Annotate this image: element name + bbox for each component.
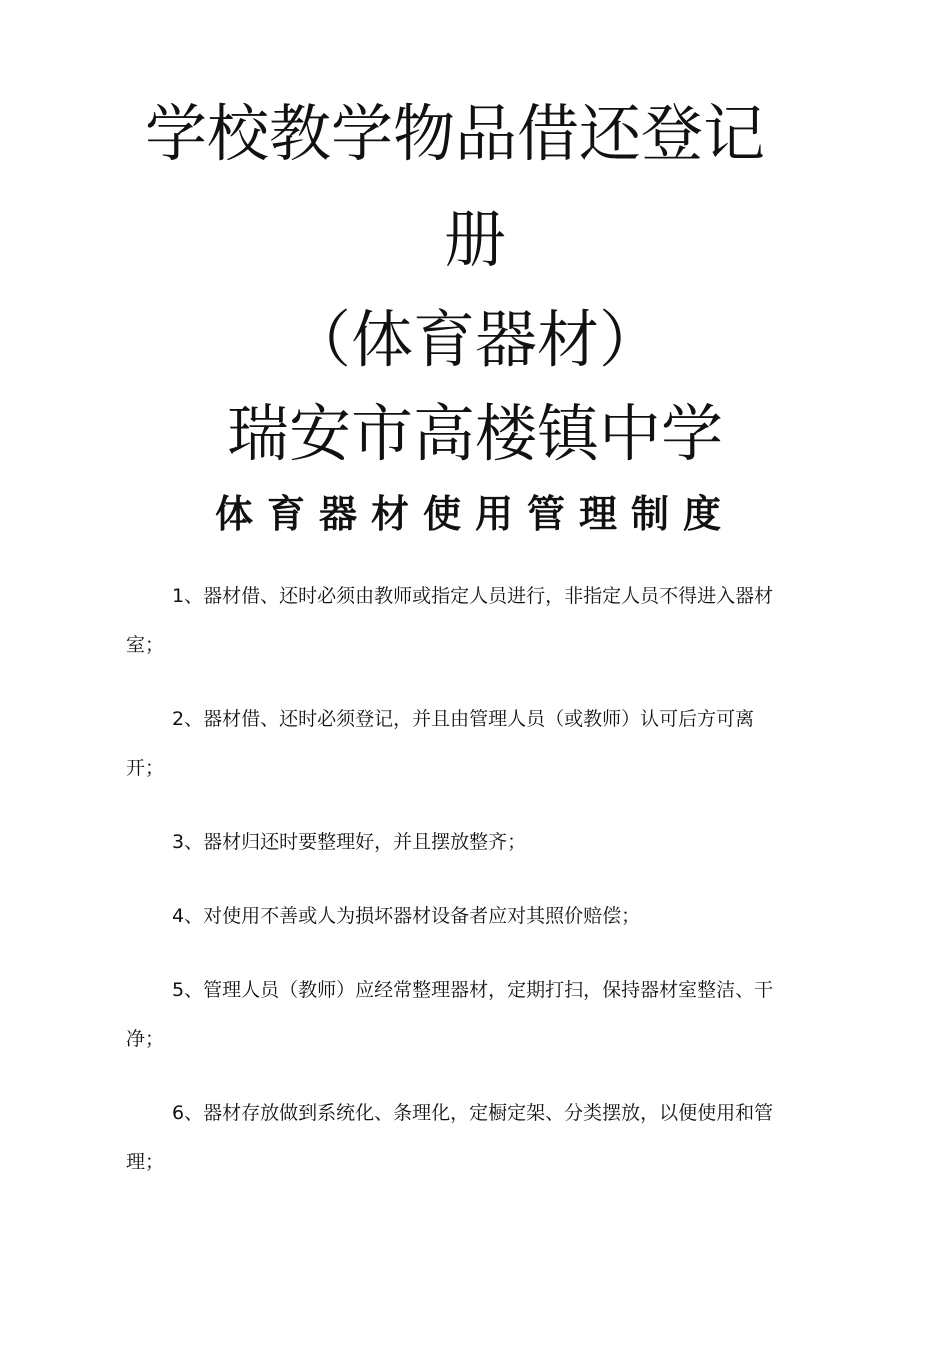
rules-list	[126, 572, 826, 1212]
document-title-line-2: 册	[443, 203, 506, 276]
rule-item: 3、器材归还时要整理好，并且摆放整齐；	[172, 831, 527, 853]
rule-item: 4、对使用不善或人为损坏器材设备者应对其照价赔偿；	[172, 905, 641, 927]
rule-item: 1、器材借、还时必须由教师或指定人员进行，非指定人员不得进入器材室；	[126, 585, 774, 656]
document-title-line-1: 学校教学物品借还登记	[144, 97, 765, 170]
section-heading: 体育器材使用管理制度	[214, 492, 735, 536]
school-name: 瑞安市高楼镇中学	[226, 397, 723, 470]
rule-item: 2、器材借、还时必须登记，并且由管理人员（或教师）认可后方可离开；	[126, 708, 755, 779]
document-title-line-3: （体育器材）	[288, 303, 661, 376]
rule-item: 6、器材存放做到系统化、条理化，定橱定架、分类摆放，以便使用和管理；	[126, 1102, 774, 1173]
rule-item: 5、管理人员（教师）应经常整理器材，定期打扫，保持器材室整洁、干净；	[126, 979, 774, 1050]
